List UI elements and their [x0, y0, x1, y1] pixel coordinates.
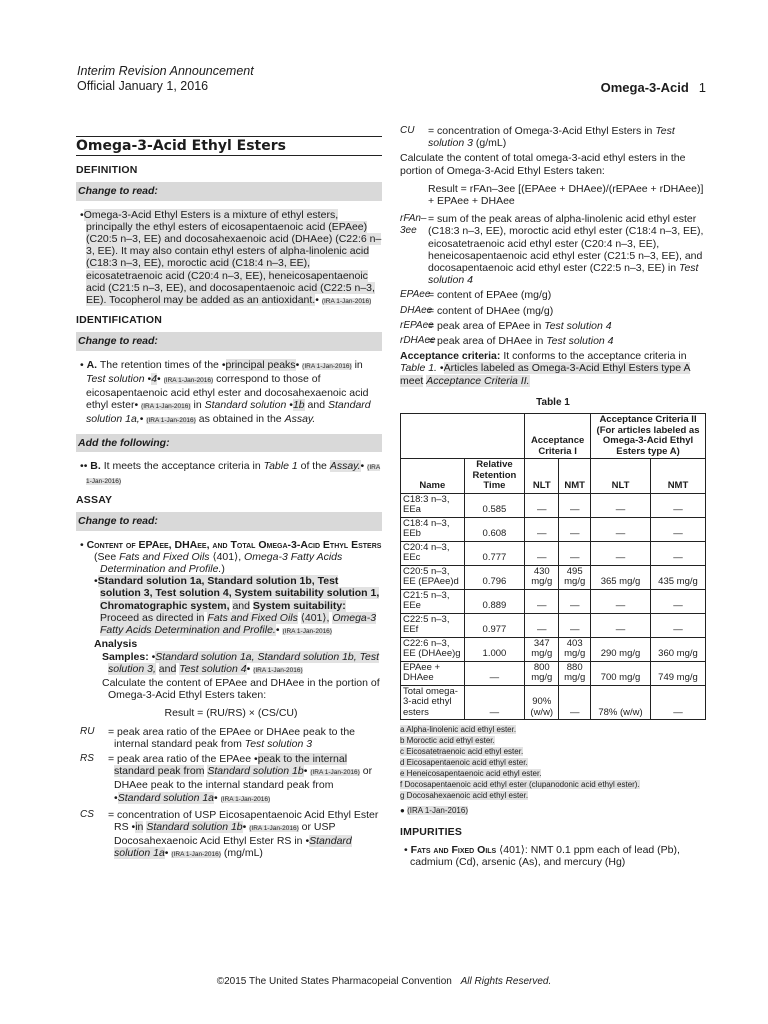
- id-a-text: and: [307, 399, 326, 412]
- definition-text: [76, 209, 382, 309]
- page-footer: [0, 976, 768, 987]
- table-cell: 365 mg/g: [591, 565, 651, 589]
- table-row: [401, 517, 706, 541]
- table-title: Table 1: [536, 396, 570, 408]
- see-text: ⟨401⟩,: [212, 550, 242, 563]
- definition-body: Omega-3-Acid Ethyl Esters is a mixture of ethyl esters, principally the ethyl esters of eicosapentaenoic acid (EPAee) (C20:5 n–3, EE) and docosahexaenoic acid (DHAee) (C22:6 n–3, EE). It may also contain ethyl esters of alpha-linolenic acid (C18:3 n–3, EE), moroctic acid (C18:4 n–3, EE), eicosatetraenoic acid (C20:4 n–3, EE), heneicosapentaenoic acid (C21:5 n–3, EE), and docosapentaenoic acid (C22:5 n–3, EE). Tocopherol may be added as an antioxidant.: [83, 208, 382, 307]
- table-head-rrt: Relative Retention Time: [464, 459, 524, 494]
- bullet-marker: •: [134, 399, 139, 412]
- table-cell: —: [559, 589, 591, 613]
- bullet-marker: •: [254, 752, 258, 765]
- std-text: ⟨401⟩,: [300, 611, 330, 624]
- var-symbol: rDHAee: [400, 335, 436, 347]
- table-row: [401, 637, 706, 661]
- ira-note: (IRA 1-Jan-2016): [249, 824, 299, 832]
- ira-note: (IRA 1-Jan-2016): [253, 666, 303, 674]
- samples-text: and: [158, 662, 177, 675]
- page-number: 1: [698, 80, 706, 95]
- ira-note: (IRA 1-Jan-2016): [146, 417, 196, 425]
- table-head-criteria-1: Acceptance Criteria I: [525, 414, 591, 459]
- header-official-date: Official January 1, 2016: [77, 79, 209, 93]
- id-b-text: of the: [300, 459, 327, 472]
- definition-repaee: [400, 320, 706, 332]
- bullet-marker: •: [114, 791, 118, 804]
- table-cell-name: C20:5 n–3, EE (EPAee)d: [401, 565, 465, 589]
- table-cell: —: [650, 493, 705, 517]
- definition-cs: [80, 808, 382, 862]
- impurities-item: • Fats and Fixed Oils ⟨401⟩: NMT 0.1 ppm each of lead (Pb), cadmium (Cd), arsenic (As), and mercury (Hg): [404, 844, 680, 869]
- header-monograph-title: Omega-3-Acid: [600, 80, 689, 95]
- table-cell: 1.000: [464, 637, 524, 661]
- table-cell: 0.889: [464, 589, 524, 613]
- table-cell: 800 mg/g: [525, 661, 559, 685]
- calc-text-2: Calculate the content of total omega-3-acid ethyl esters in the portion of Omega-3-Acid Ethyl Esters taken:: [400, 152, 686, 177]
- std-ref: Omega-3 Fatty Acids Determination and Profile.: [100, 611, 377, 637]
- add-following-bar: Add the following:: [76, 434, 382, 452]
- table-cell: —: [591, 589, 651, 613]
- table-cell: —: [650, 541, 705, 565]
- table-cell: 290 mg/g: [591, 637, 651, 661]
- ira-note: (IRA 1-Jan-2016): [141, 403, 191, 411]
- table-cell-name: Total omega-3-acid ethyl esters: [401, 685, 465, 720]
- table-head-nlt: NLT: [591, 459, 651, 494]
- table-cell: 90% (w/w): [525, 685, 559, 720]
- var-text: (mg/mL): [223, 847, 263, 860]
- table-cell: —: [525, 613, 559, 637]
- bullet-marker: •: [246, 662, 251, 675]
- identification-a: • A. The retention times of the •principal peaks• (IRA 1-Jan-2016) in Test solution •4• (IRA 1-Jan-2016) correspond to those of eicosapentaenoic acid ethyl ester and docosahexaenoic acid ethyl ester• (IRA 1-Jan-2016) in Standard solution •1b and Standard solution 1a,• (IRA 1-Jan-2016) as obtained in the Assay.: [80, 358, 371, 426]
- table-cell: —: [559, 685, 591, 720]
- table-cell: —: [650, 613, 705, 637]
- id-a-ref: Standard solution: [204, 399, 287, 412]
- footnote: a Alpha-linolenic acid ethyl ester.: [400, 725, 517, 735]
- definition-epaee: [400, 289, 706, 301]
- id-a-text: in: [354, 358, 363, 371]
- id-a-ref: Test solution: [86, 372, 145, 385]
- table-cell: —: [464, 685, 524, 720]
- bullet-marker: •: [164, 847, 169, 860]
- var-text: = peak area ratio of the EPAee or DHAee peak to the internal standard peak from: [108, 725, 356, 750]
- table-ira: ● (IRA 1-Jan-2016): [400, 806, 468, 816]
- table-cell: —: [650, 685, 705, 720]
- samples-ref: Standard solution 1a, Standard solution 1b, Test solution 3,: [108, 650, 380, 675]
- definition-rfa: [400, 213, 706, 286]
- var-ref: Test solution 3: [244, 737, 313, 750]
- id-a-text: The retention times of the: [99, 358, 219, 371]
- bullet-marker: •: [157, 372, 161, 385]
- table-cell: 0.608: [464, 517, 524, 541]
- header-monograph: [601, 80, 706, 95]
- acceptance-table: [400, 413, 706, 720]
- var-symbol: CS: [80, 808, 94, 820]
- var-symbol: rEPAee: [400, 319, 434, 331]
- table-row: [401, 565, 706, 589]
- change-to-read-bar: Change to read:: [76, 512, 382, 530]
- bullet-marker: •: [305, 835, 310, 848]
- footnote-line: [400, 779, 706, 790]
- var-ref: Test solution 4: [544, 319, 612, 332]
- acceptance-criteria: [400, 350, 706, 387]
- change-to-read-bar: Change to read:: [76, 332, 382, 350]
- impurities-heading: IMPURITIES: [400, 826, 463, 839]
- table-cell: 0.796: [464, 565, 524, 589]
- bullet-marker: •: [303, 765, 308, 778]
- bullet-marker: •: [221, 358, 226, 371]
- see-text: (See: [94, 550, 117, 563]
- bullet-marker: •: [151, 650, 156, 663]
- table-cell: 78% (w/w): [591, 685, 651, 720]
- table-head-criteria-2: Acceptance Criteria II (For articles labeled as Omega-3-Acid Ethyl Esters type A): [591, 414, 706, 459]
- var-text: = peak area of EPAee in: [428, 319, 542, 332]
- acceptance-text: Articles labeled as Omega-3-Acid Ethyl Esters type A meet: [400, 362, 691, 387]
- table-cell: 435 mg/g: [650, 565, 705, 589]
- id-b-label: B.: [90, 459, 101, 472]
- acceptance-ref: Table 1.: [400, 362, 437, 375]
- var-ref: Test solution 4: [428, 262, 699, 287]
- standard-solutions: [86, 575, 382, 638]
- id-a-highlight: 4: [151, 372, 158, 385]
- var-ref: Standard solution 1a: [117, 791, 215, 804]
- ira-note: (IRA 1-Jan-2016): [220, 795, 271, 803]
- var-text: = peak area of DHAee in: [428, 335, 544, 348]
- header-revision: Interim Revision Announcement: [77, 64, 254, 78]
- definition-dhaee: [400, 305, 706, 317]
- bullet-marker: •: [147, 372, 152, 385]
- var-text: = content of DHAee (mg/g): [428, 304, 554, 317]
- id-a-text: correspond to those of eicosapentaenoic acid ethyl ester and docosahexaenoic acid ethyl ester: [86, 372, 369, 412]
- table-cell: —: [591, 541, 651, 565]
- var-symbol: CU: [400, 125, 415, 136]
- bullet-marker: •: [80, 459, 84, 472]
- footnote: c Eicosatetraenoic acid ethyl ester.: [400, 747, 524, 757]
- id-a-text: in: [193, 399, 202, 412]
- ira-note: (IRA 1-Jan-2016): [321, 298, 372, 306]
- table-row: [401, 541, 706, 565]
- bullet-marker: •: [315, 294, 319, 307]
- assay-heading: ASSAY: [76, 494, 113, 507]
- id-a-ref: Assay.: [284, 413, 316, 426]
- footnote: e Heneicosapentaenoic acid ethyl ester.: [400, 769, 542, 779]
- var-symbol: RS: [80, 752, 94, 764]
- table-cell: —: [559, 517, 591, 541]
- std-text: and: [232, 599, 250, 612]
- id-b-ref: Table 1: [263, 459, 298, 472]
- footnote: d Eicosapentaenoic acid ethyl ester.: [400, 758, 528, 768]
- var-text: (g/mL): [475, 137, 507, 150]
- bullet-marker: •: [139, 413, 144, 426]
- table-cell: 403 mg/g: [559, 637, 591, 661]
- ira-note: (IRA 1-Jan-2016): [302, 362, 352, 370]
- ira-note: (IRA 1-Jan-2016): [171, 851, 221, 859]
- table-row: [401, 661, 706, 685]
- samples-ref: Test solution 4: [179, 662, 247, 675]
- table-cell: 700 mg/g: [591, 661, 651, 685]
- bullet-marker: •: [242, 820, 247, 833]
- footnote-line: [400, 790, 706, 801]
- table-cell-name: C22:5 n–3, EEf: [401, 613, 465, 637]
- see-reference: [86, 551, 382, 575]
- ira-note: (IRA 1-Jan-2016): [163, 376, 214, 384]
- acceptance-text: It conforms to the acceptance criteria in: [503, 350, 687, 363]
- table-cell: —: [525, 517, 559, 541]
- var-ref: Standard solution 1a: [114, 835, 352, 860]
- see-ref: Fats and Fixed Oils: [119, 550, 210, 563]
- var-text: = concentration of USP Eicosapentaenoic Acid Ethyl Ester RS: [108, 808, 379, 833]
- table-head-nlt: NLT: [525, 459, 559, 494]
- var-ref: Standard solution 1b: [207, 765, 304, 778]
- acceptance-label: Acceptance criteria:: [400, 350, 501, 363]
- std-ref: Fats and Fixed Oils: [207, 611, 298, 624]
- table-cell: 495 mg/g: [559, 565, 591, 589]
- table-cell: 0.777: [464, 541, 524, 565]
- identification-heading: IDENTIFICATION: [76, 314, 163, 327]
- table-cell: —: [559, 493, 591, 517]
- table-row: [401, 493, 706, 517]
- table-head-name: Name: [401, 459, 465, 494]
- table-cell: —: [525, 589, 559, 613]
- var-symbol: rFAn–3ee: [400, 213, 427, 237]
- analysis-label: [86, 638, 382, 650]
- table-cell: —: [559, 541, 591, 565]
- identification-b: •• B. It meets the acceptance criteria in Table 1 of the Assay.• (IRA 1-Jan-2016): [80, 459, 381, 486]
- footnote-line: [400, 735, 706, 746]
- change-to-read-bar: Change to read:: [76, 182, 382, 200]
- samples-label: Samples:: [102, 650, 149, 663]
- definition-rdhaee: [400, 335, 706, 347]
- calc-text: Calculate the content of EPAee and DHAee in the portion of Omega-3-Acid Ethyl Esters taken:: [102, 676, 380, 702]
- bullet-marker: •: [360, 459, 365, 472]
- id-a-label: A.: [86, 358, 98, 371]
- var-text: or USP Docosahexaenoic Acid Ethyl Ester RS in: [114, 820, 336, 848]
- var-text: = concentration of Omega-3-Acid Ethyl Esters in: [428, 125, 653, 137]
- bullet-marker: •: [131, 820, 136, 833]
- impurities-text: ⟨401⟩:: [499, 844, 528, 857]
- table-cell: —: [591, 613, 651, 637]
- table-cell: 749 mg/g: [650, 661, 705, 685]
- id-a-ref: Standard solution 1a,: [86, 399, 371, 426]
- table-cell: —: [525, 493, 559, 517]
- var-symbol: RU: [80, 725, 95, 737]
- var-text: = sum of the peak areas of alpha-linolenic acid ethyl ester (C18:3 n–3, EE), moroctic acid ethyl ester (C18:4 n–3, EE), eicosatetraenoic acid ethyl ester (C20:4 n–3, EE), heneicosapentaenoic acid ethyl ester (C21:5 n–3, EE), and docosapentaenoic acid ethyl ester (C22:5 n–3, EE) in: [428, 213, 704, 275]
- running-header: [77, 64, 254, 94]
- table-cell-name: C18:4 n–3, EEb: [401, 517, 465, 541]
- left-column: [76, 136, 382, 868]
- content-heading: Content of EPAee, DHAee, and Total Omega-3-Acid Ethyl Esters: [86, 538, 382, 551]
- std-list: Standard solution 1a, Standard solution 1b, Test solution 3, Test solution 4, System suitability solution 1, Chromatographic system,: [97, 575, 380, 612]
- acceptance-ref: Acceptance Criteria II.: [426, 374, 530, 387]
- table-cell-name: C18:3 n–3, EEa: [401, 493, 465, 517]
- impurities-label: Fats and Fixed Oils: [410, 844, 497, 857]
- var-ref: Standard solution 1b: [146, 820, 243, 833]
- definition-ru: [80, 725, 382, 750]
- result-formula-2: Result = rFAn–3ee [(EPAee + DHAee)/(rEPAee + rDHAee)] + EPAee + DHAee: [428, 182, 704, 208]
- std-text: Proceed as directed in: [100, 611, 205, 624]
- table-row: [401, 685, 706, 720]
- definition-cu: [400, 125, 706, 149]
- ira-note: (IRA 1-Jan-2016): [282, 628, 332, 636]
- footnote-line: [400, 746, 706, 757]
- monograph-title: Omega-3-Acid Ethyl Esters: [76, 136, 382, 156]
- table-cell: 0.585: [464, 493, 524, 517]
- table-head-blank: [401, 414, 525, 459]
- bullet-marker: •: [94, 575, 98, 588]
- table-cell: 360 mg/g: [650, 637, 705, 661]
- footnote: f Docosapentaenoic acid ethyl ester (clupanodonic acid ethyl ester).: [400, 780, 640, 790]
- see-ref: Omega-3 Fatty Acids Determination and Profile.: [100, 550, 343, 576]
- id-a-highlight: principal peaks: [225, 358, 296, 371]
- table-cell: 880 mg/g: [559, 661, 591, 685]
- definition-rs: [80, 752, 382, 806]
- table-cell: 430 mg/g: [525, 565, 559, 589]
- table-cell: —: [525, 541, 559, 565]
- table-cell: —: [650, 517, 705, 541]
- id-b-ref: Assay.: [329, 459, 361, 472]
- var-symbol: EPAee: [400, 289, 431, 301]
- table-cell-name: C22:6 n–3, EE (DHAee)g: [401, 637, 465, 661]
- var-symbol: DHAee: [400, 304, 433, 316]
- bullet-marker: •: [214, 791, 218, 804]
- var-text: = content of EPAee (mg/g): [428, 289, 552, 302]
- var-text: peak to the internal standard peak from: [114, 752, 348, 778]
- id-a-text: as obtained in the: [198, 413, 282, 426]
- table-cell: 347 mg/g: [525, 637, 559, 661]
- right-column: [400, 122, 706, 875]
- analysis-heading: Analysis: [94, 638, 138, 651]
- ira-note: (IRA 1-Jan-2016): [407, 806, 468, 816]
- bullet-marker: •: [439, 362, 444, 375]
- table-cell: —: [559, 613, 591, 637]
- bullet-marker: •: [275, 624, 280, 637]
- table-head-nmt: NMT: [559, 459, 591, 494]
- var-text: = peak area ratio of the EPAee: [108, 752, 252, 765]
- table-cell: —: [591, 517, 651, 541]
- var-ref: Test solution 3: [428, 125, 675, 150]
- footer-copyright: ©2015 The United States Pharmacopeial Convention: [216, 976, 452, 987]
- definition-heading: DEFINITION: [76, 164, 138, 177]
- table-cell: 0.977: [464, 613, 524, 637]
- id-a-highlight: 1b: [292, 399, 305, 412]
- footnote-line: [400, 757, 706, 768]
- var-text: in: [135, 820, 144, 833]
- footnote-line: [400, 724, 706, 735]
- var-ref: Test solution 4: [546, 335, 614, 348]
- id-b-text: It meets the acceptance criteria in: [103, 459, 261, 472]
- samples-line: [86, 651, 382, 677]
- assay-content: • Content of EPAee, DHAee, and Total Omega-3-Acid Ethyl Esters (See Fats and Fixed Oils ⟨401⟩, Omega-3 Fatty Acids Determination and Profile.) •Standard solution 1a, Standard solution 1b, Test solution 3, Test solution 4, System suitability solution 1, Chromatographic system, and System suitability: Proceed as directed in Fats and Fixed Oils ⟨401⟩, Omega-3 Fatty Acids Determination and Profile.• (IRA 1-Jan-2016) Analysis Samples: •Standard solution 1a, Standard solution 1b, Test solution 3, and Test solution 4• (IRA 1-Jan-2016) Calculate the content of EPAee and DHAee in the portion of Omega-3-Acid Ethyl Esters taken: Result = (RU/RS) × (CS/CU) RU = peak area ratio of the EPAee or DHAee peak to the internal standard peak from Test solution 3 RS = peak area ratio of the EPAee •peak to the internal standard peak from Standard solution 1b• (IRA 1-Jan-2016) or DHAee peak to the internal standard peak from •Standard solution 1a• (IRA 1-Jan-2016) CS = concentration of USP Eicosapentaenoic Acid Ethyl Ester RS •in Standard solution 1b• (IRA 1-Jan-2016) or USP Docosahexaenoic Acid Ethyl Ester RS in •Standard solution 1a• (IRA 1-Jan-2016) (mg/mL): [76, 539, 382, 862]
- table-cell: —: [464, 661, 524, 685]
- see-text: ): [221, 563, 225, 576]
- impurities-text: NMT 0.1 ppm each of lead (Pb), cadmium (Cd), arsenic (As), and mercury (Hg): [410, 844, 680, 869]
- table-row: [401, 613, 706, 637]
- table-row: [401, 589, 706, 613]
- table-cell: —: [591, 493, 651, 517]
- table-cell-name: EPAee + DHAee: [401, 661, 465, 685]
- footer-rights: All Rights Reserved.: [460, 976, 552, 987]
- table-cell-name: C21:5 n–3, EEe: [401, 589, 465, 613]
- std-list: System suitability:: [252, 599, 346, 612]
- table-cell: —: [650, 589, 705, 613]
- result-formula: Result = (RU/RS) × (CS/CU): [164, 707, 298, 720]
- footnote: g Docosahexaenoic acid ethyl ester.: [400, 791, 529, 801]
- var-text: or DHAee peak to the internal standard peak from: [114, 765, 373, 792]
- bullet-marker: •: [80, 208, 84, 221]
- footnote-line: [400, 768, 706, 779]
- footnote: b Moroctic acid ethyl ester.: [400, 736, 495, 746]
- table-cell-name: C20:4 n–3, EEc: [401, 541, 465, 565]
- table-footnotes: [400, 724, 706, 801]
- bullet-marker: •: [295, 358, 300, 371]
- ira-note: (IRA 1-Jan-2016): [86, 463, 381, 486]
- bullet-marker: •: [289, 399, 293, 412]
- ira-note: (IRA 1-Jan-2016): [310, 769, 360, 777]
- table-head-nmt: NMT: [650, 459, 705, 494]
